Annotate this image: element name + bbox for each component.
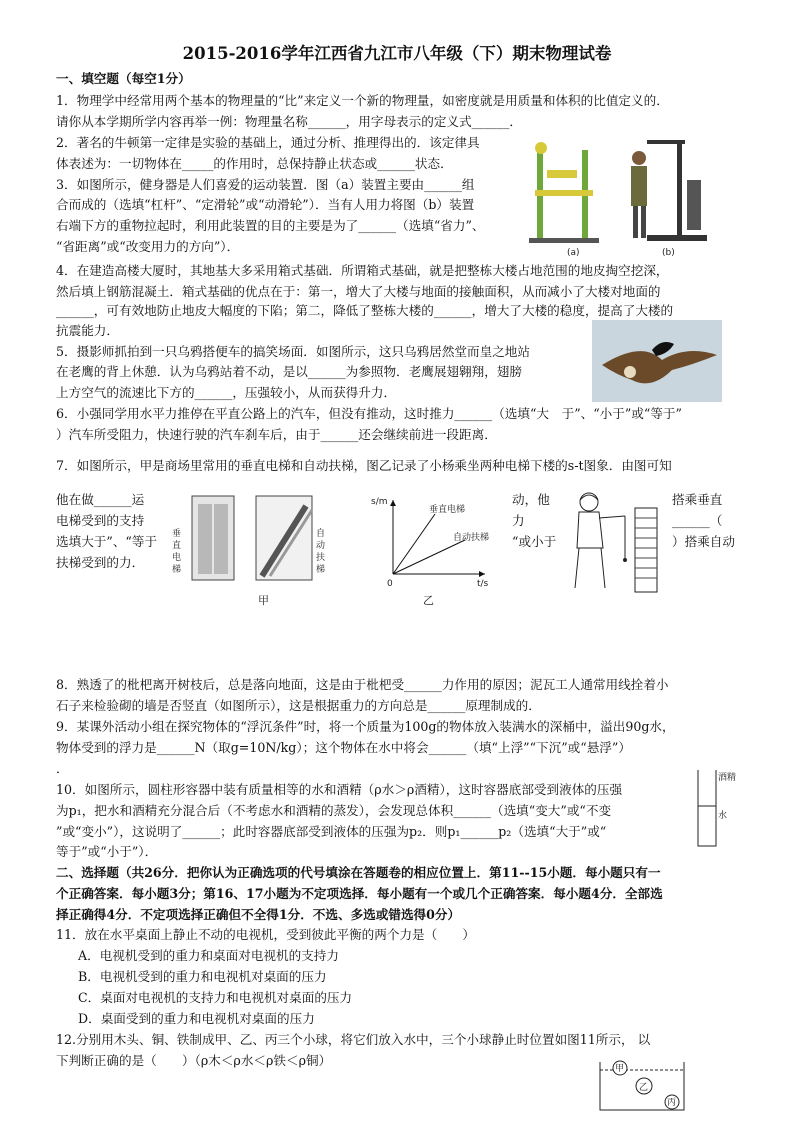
section1-heading: 一、填空题（每空1分） — [56, 71, 191, 86]
option-b: B．电视机受到的重力和电视机对桌面的压力 — [78, 969, 327, 984]
q7-fragment: 他在做______运 — [56, 492, 145, 507]
q7-fragment: 选填大于”、“等于 — [56, 534, 158, 549]
text-line: ______，可有效地防止地皮大幅度的下陷；第二，降低了整栋大楼的______，增大了大楼的稳度，提高了大楼的 — [56, 303, 674, 318]
line-label-escalator: 自动扶梯 — [453, 533, 490, 543]
plumb-line-worker-figure — [565, 488, 665, 598]
text-line: 6．小强同学用水平力推停在平直公路上的汽车，但没有推动，这时推力______（选填“大 于”、“小于”或“等于” — [56, 406, 682, 421]
page-title: 2015-2016学年江西省九江市八年级（下）期末物理试卷 — [182, 44, 612, 63]
text-line: ”或“变小”），这说明了______；此时容器底部受到液体的压强为p₂．则p₁______p₂（选填“大于”或“ — [56, 824, 607, 839]
q7-fragment: 搭乘垂直 — [672, 492, 723, 507]
text-line: “省距离”或“改变用力的方向”）． — [56, 239, 240, 254]
escalator-line — [393, 540, 465, 574]
text-line: 8．熟透了的枇杷离开树枝后，总是落向地面，这是由于枇杷受______力作用的原因；泥瓦工人通常用线拴着小 — [56, 677, 669, 692]
text-line: 在老鹰的背上休憩．认为乌鸦站着不动，是以______为参照物．老鹰展翅翱翔，翅膀 — [56, 364, 522, 379]
escalator — [256, 496, 312, 580]
line-label-vertical: 垂直电梯 — [429, 505, 466, 515]
question-12: 下判断正确的是（ ）（ρ木＜ρ水＜ρ铁＜ρ铜） — [56, 1053, 332, 1068]
vertical-elevator-label: 垂 — [172, 529, 182, 539]
text-line: 体表述为：一切物体在_____的作用时，总保持静止状态或______状态． — [56, 156, 453, 171]
figure-jia-label: 甲 — [258, 594, 269, 607]
section2-heading: 择正确得4分．不定项选择正确但不全得1分．不选、多选或错选得0分） — [56, 907, 461, 922]
water-label: 水 — [718, 811, 728, 821]
option-a: A．电视机受到的重力和桌面对电视机的支持力 — [78, 948, 339, 963]
q7-fragment: 动，他 — [512, 492, 550, 507]
text-line: 上方空气的流速比下方的______，压强较小，从而获得升力． — [56, 385, 397, 400]
text-line: 10．如图所示，圆柱形容器中装有质量相等的水和酒精（ρ水＞ρ酒精），这时容器底部受到液体的压强 — [56, 782, 623, 797]
q7-fragment: 电梯受到的支持 — [56, 513, 145, 528]
text-line: 2．著名的牛顿第一定律是实验的基础上，通过分析、推理得出的．该定律具 — [56, 135, 480, 150]
alcohol-label: 酒精 — [718, 773, 737, 783]
option-d: D．桌面受到的重力和电视机对桌面的压力 — [78, 1011, 315, 1026]
section2-heading: 个正确答案．每小题3分；第16、17小题为不定项选择．每小题有一个或几个正确答案．每小题4分．全部选 — [56, 886, 663, 901]
text-line: 右端下方的重物拉起时，利用此装置的目的主要是为了______（选填“省力”、 — [56, 218, 485, 233]
question-12: 12.分别用木头、铜、铁制成甲、乙、丙三个小球，将它们放入水中，三个小球静止时位置如图11所示， 以 — [56, 1032, 651, 1047]
text-line: 物体受到的浮力是______N（取g=10N/kg）；这个物体在水中将会______（填“上浮”“下沉”或“悬浮”） — [56, 740, 631, 755]
q7-fragment: “或小于 — [512, 534, 557, 549]
text-line: 4．在建造高楼大厦时，其地基大多采用箱式基础．所谓箱式基础，就是把整栋大楼占地范围的地皮掏空挖深， — [56, 263, 669, 278]
ball-yi-label: 乙 — [639, 1083, 649, 1093]
figure-yi-label: 乙 — [423, 594, 434, 607]
origin-label: 0 — [387, 579, 393, 589]
option-c: C．桌面对电视机的支持力和电视机对桌面的压力 — [78, 990, 353, 1005]
vertical-elevator-line — [393, 514, 435, 574]
fitness-a-caption: (a) — [567, 248, 580, 258]
text-line: 为p₁，把水和酒精充分混合后（不考虑水和酒精的蒸发），会发现总体积______（选填“变大”或“不变 — [56, 803, 612, 818]
svg-text:梯: 梯 — [316, 565, 326, 575]
text-line: ． — [56, 761, 69, 776]
ball-bing-label: 丙 — [667, 1098, 677, 1108]
section2-heading: 二、选择题（共26分．把你认为正确选项的代号填涂在答题卷的相应位置上．第11--15小题．每小题只有一 — [56, 865, 661, 880]
escalator-label: 自 — [316, 529, 326, 539]
svg-text:动: 动 — [316, 541, 326, 551]
three-balls-figure — [596, 1058, 688, 1114]
fitness-equipment-figure — [527, 130, 717, 260]
text-line: 合而成的（选填“杠杆”、“定滑轮”或“动滑轮”）．当有人用力将图（b）装置 — [56, 197, 475, 212]
axis-s-label: s/m — [371, 497, 388, 507]
text-line: 然后填上钢筋混凝土．箱式基础的优点在于：第一，增大了大楼与地面的接触面积，从而减小了大楼对地面的 — [56, 284, 661, 299]
text-line: 9．某课外活动小组在探究物体的“浮沉条件”时，将一个质量为100g的物体放入装满水的深桶中，溢出90g水， — [56, 719, 675, 734]
question-11: 11．放在水平桌面上静止不动的电视机，受到彼此平衡的两个力是（ ） — [56, 927, 476, 942]
q7-fragment: 扶梯受到的力． — [56, 555, 145, 570]
text-line: 请你从本学期所学内容再举一例：物理量名称______，用字母表示的定义式______． — [56, 114, 522, 129]
svg-text:扶: 扶 — [316, 553, 326, 563]
axis-t-label: t/s — [477, 579, 489, 589]
s-t-graph — [365, 490, 495, 610]
ball-jia-label: 甲 — [615, 1064, 625, 1074]
svg-text:直: 直 — [172, 541, 182, 551]
text-line: 抗震能力． — [56, 323, 119, 338]
svg-text:电: 电 — [172, 553, 182, 563]
water-alcohol-container — [692, 768, 744, 850]
q7-fragment: ______（ — [672, 513, 723, 528]
svg-text:梯: 梯 — [172, 565, 182, 575]
text-line: 7．如图所示，甲是商场里常用的垂直电梯和自动扶梯，图乙记录了小杨乘坐两种电梯下楼的s-t图象．由图可知 — [56, 458, 672, 473]
crow-eagle-photo — [592, 320, 722, 402]
fitness-b-caption: (b) — [662, 248, 675, 258]
text-line: 3．如图所示，健身器是人们喜爱的运动装置．图（a）装置主要由______组 — [56, 177, 475, 192]
q7-fragment: 力 — [512, 513, 525, 528]
text-line: 5．摄影师抓拍到一只乌鸦搭便车的搞笑场面．如图所示，这只乌鸦居然堂而皇之地站 — [56, 344, 530, 359]
elevator-figure-jia — [170, 490, 360, 608]
q7-fragment: ）搭乘自动 — [672, 534, 735, 549]
text-line: 1．物理学中经常用两个基本的物理量的“比”来定义一个新的物理量，如密度就是用质量和体积的比值定义的． — [56, 93, 669, 108]
text-line: 石子来检验砌的墙是否竖直（如图所示），这是根据重力的方向总是______原理制成的． — [56, 698, 541, 713]
text-line: 等于”或“小于”）． — [56, 844, 158, 859]
text-line: ）汽车所受阻力，快速行驶的汽车刹车后，由于______还会继续前进一段距离． — [56, 427, 497, 442]
vertical-elevator — [192, 496, 234, 580]
